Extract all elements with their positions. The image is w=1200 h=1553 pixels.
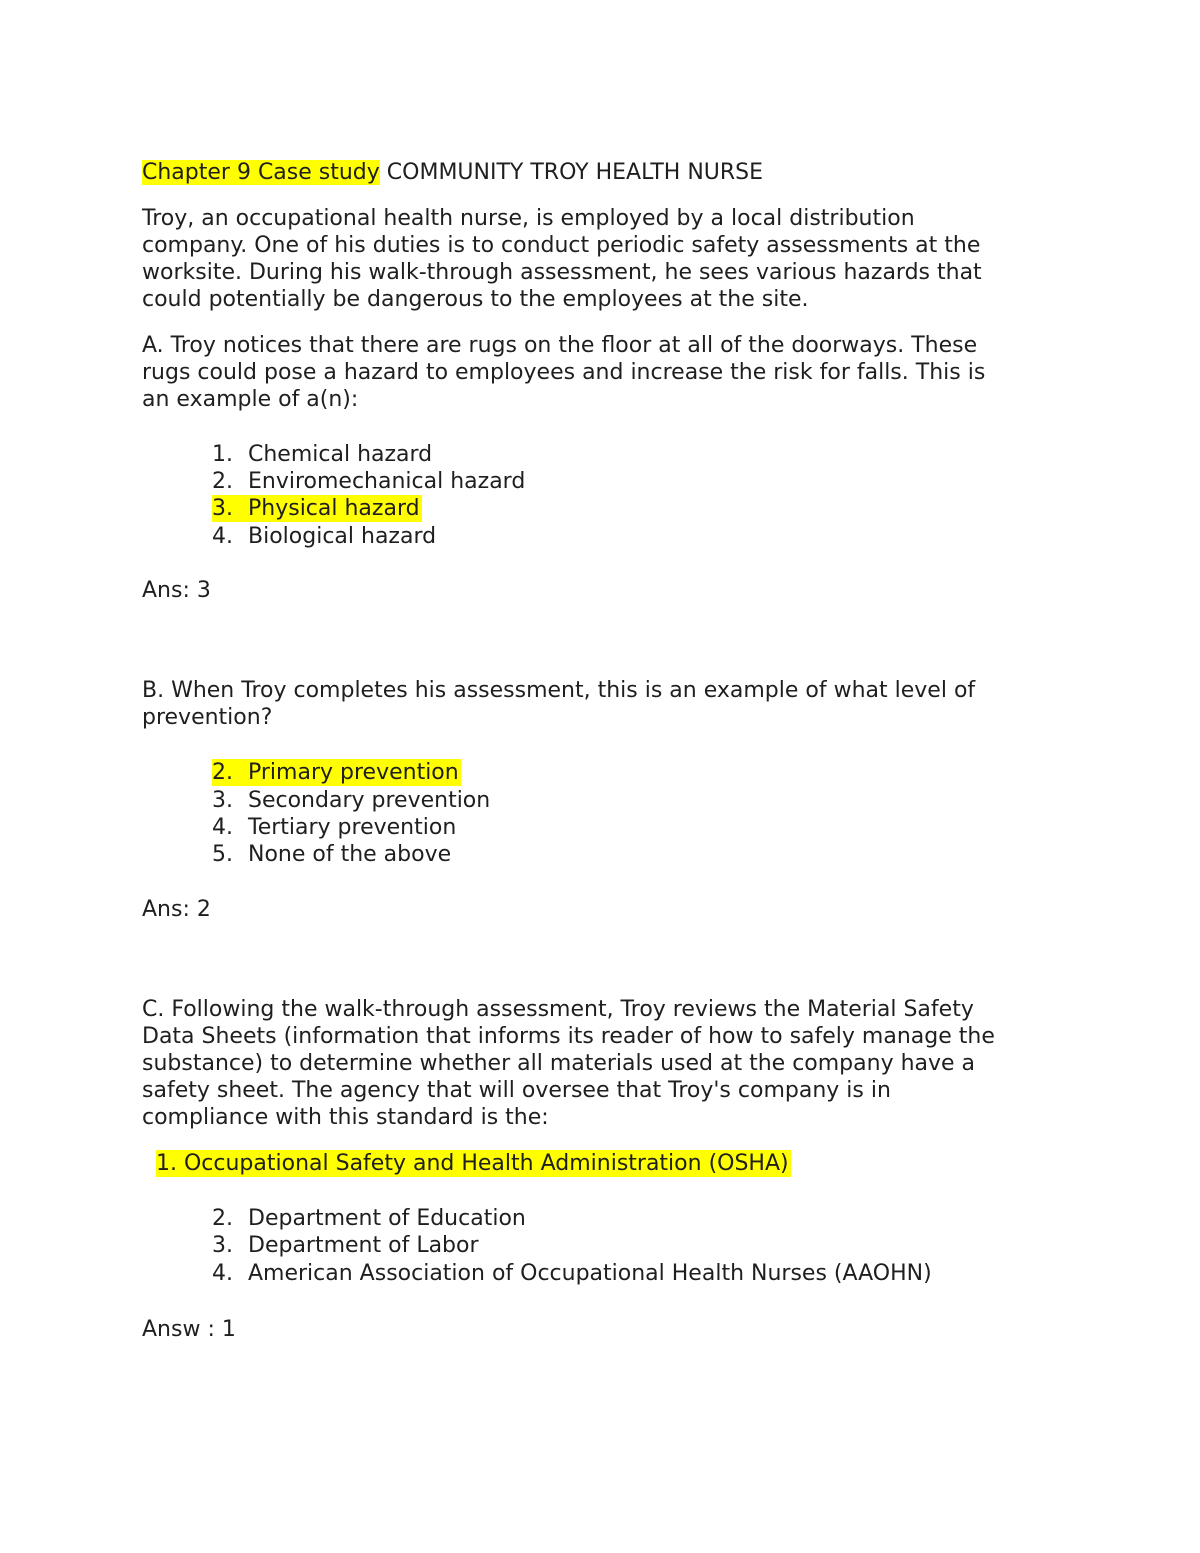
- intro-line: could potentially be dangerous to the employees at the site.: [142, 287, 809, 312]
- question-b-option: 4. Tertiary prevention: [212, 815, 457, 840]
- question-a-option: 1. Chemical hazard: [212, 442, 433, 467]
- question-c-option: 3. Department of Labor: [212, 1233, 479, 1258]
- intro-line: company. One of his duties is to conduct periodic safety assessments at the: [142, 233, 981, 258]
- question-a-option: 4. Biological hazard: [212, 524, 437, 549]
- title-rest: COMMUNITY TROY HEALTH NURSE: [379, 160, 764, 185]
- question-c-text: safety sheet. The agency that will oversee that Troy's company is in: [142, 1078, 891, 1103]
- intro-line: Troy, an occupational health nurse, is employed by a local distribution: [142, 206, 915, 231]
- question-c-answer: Answ : 1: [142, 1317, 236, 1342]
- question-a-text: rugs could pose a hazard to employees and increase the risk for falls. This is: [142, 360, 986, 385]
- document-title: [142, 159, 763, 186]
- question-c-text: Data Sheets (information that informs its reader of how to safely manage the: [142, 1024, 995, 1049]
- question-c-text: C. Following the walk-through assessment, Troy reviews the Material Safety: [142, 997, 974, 1022]
- question-b-text: B. When Troy completes his assessment, this is an example of what level of: [142, 678, 976, 703]
- question-b-option: 5. None of the above: [212, 842, 452, 867]
- question-b-option-correct: 2. Primary prevention: [212, 760, 459, 785]
- question-b-text: prevention?: [142, 705, 273, 730]
- question-b-option: 3. Secondary prevention: [212, 788, 491, 813]
- question-c-text: compliance with this standard is the:: [142, 1105, 549, 1130]
- question-c-option: 4. American Association of Occupational Health Nurses (AAOHN): [212, 1261, 932, 1286]
- question-c-option: 2. Department of Education: [212, 1206, 526, 1231]
- question-b-answer: Ans: 2: [142, 897, 211, 922]
- intro-line: worksite. During his walk-through assessment, he sees various hazards that: [142, 260, 982, 285]
- question-c-option-correct: 1. Occupational Safety and Health Administration (OSHA): [156, 1151, 789, 1176]
- question-a-text: A. Troy notices that there are rugs on the floor at all of the doorways. These: [142, 333, 978, 358]
- title-highlight: Chapter 9 Case study: [142, 160, 380, 185]
- question-c-text: substance) to determine whether all materials used at the company have a: [142, 1051, 976, 1076]
- question-a-answer: Ans: 3: [142, 578, 211, 603]
- question-a-option: 2. Enviromechanical hazard: [212, 469, 526, 494]
- question-a-text: an example of a(n):: [142, 387, 359, 412]
- question-a-option-correct: 3. Physical hazard: [212, 496, 420, 521]
